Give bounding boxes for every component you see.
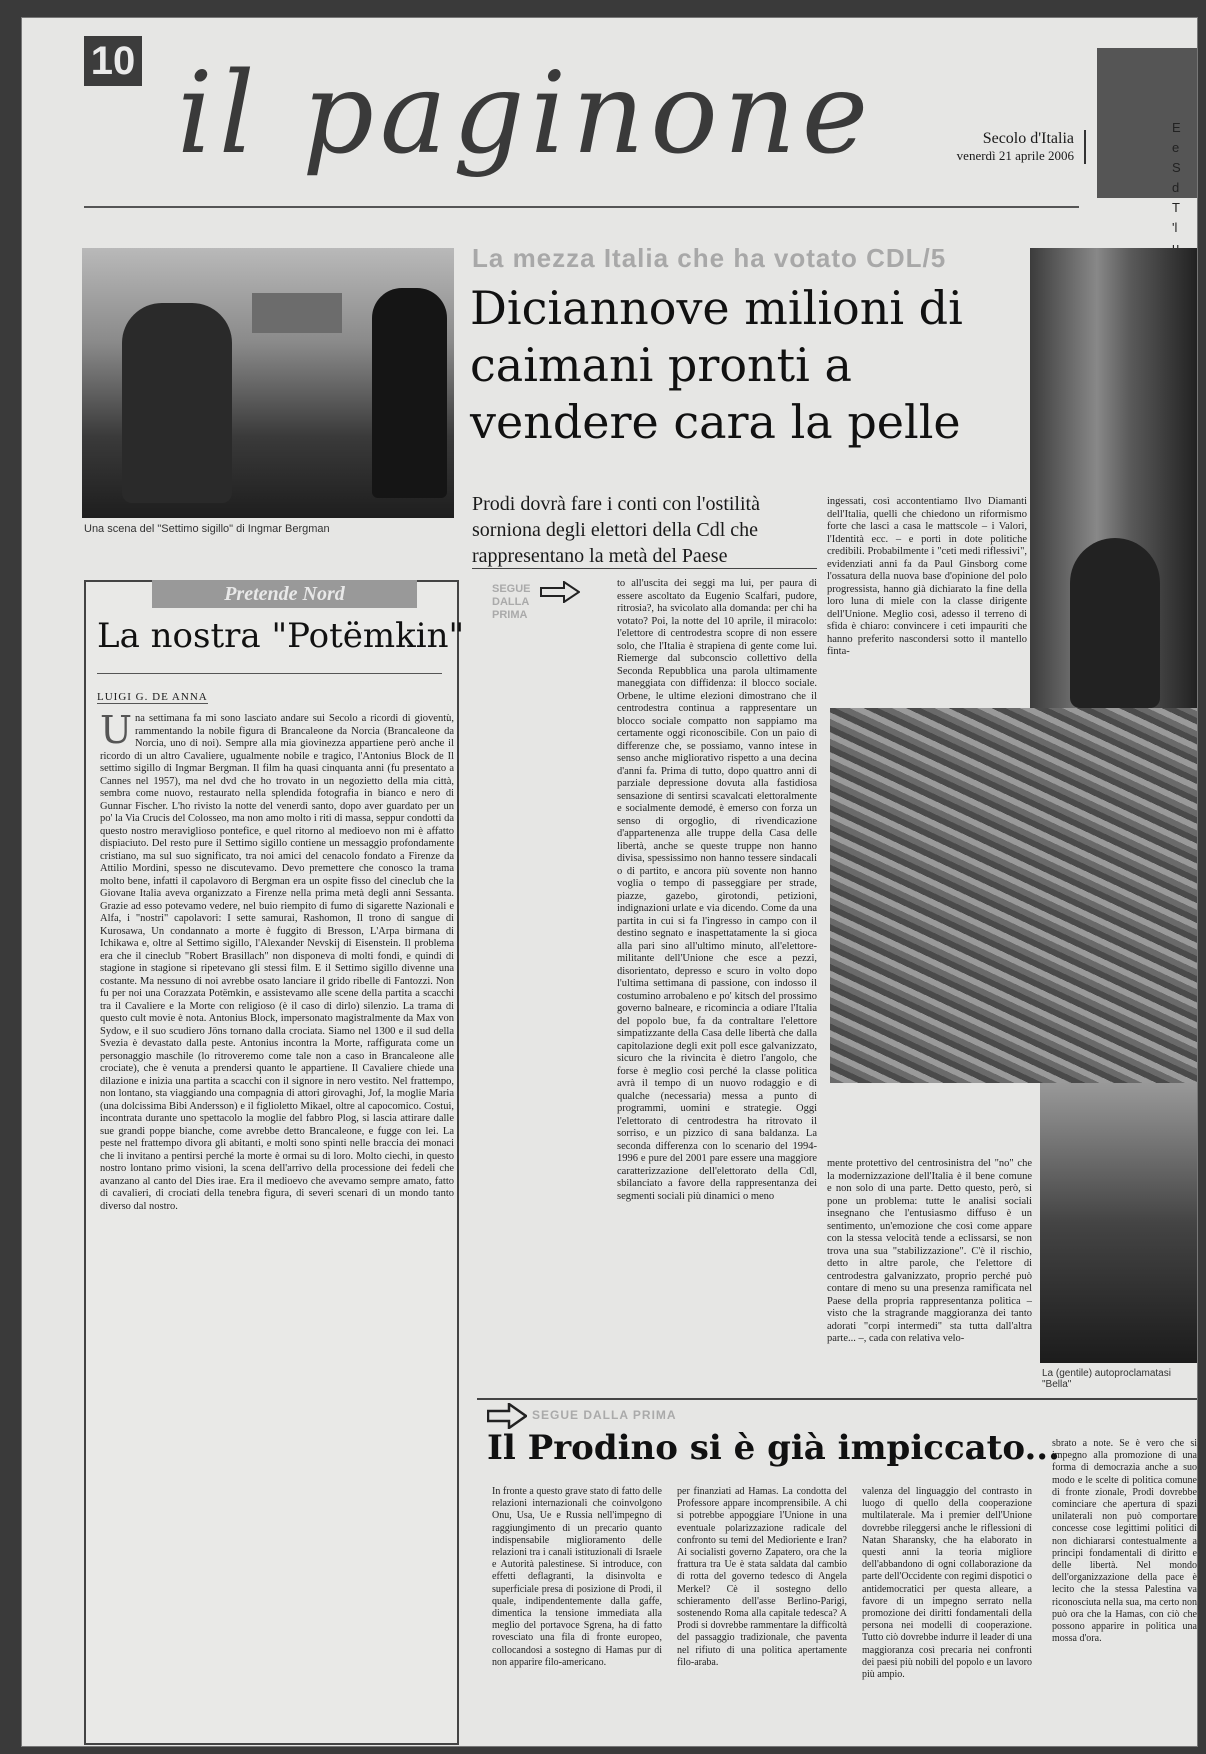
photo-figure-knight — [122, 303, 232, 503]
sidebar-title: La nostra "Potëmkin" — [97, 616, 465, 656]
lead-deck: Prodi dovrà fare i conti con l'ostilità sorniona degli elettori della Cdl che rappresentano la metà del Paese — [472, 493, 760, 567]
bottom-story-rule — [477, 1398, 1197, 1400]
lead-jump-label: SEGUE DALLA PRIMA — [492, 583, 531, 621]
publication-info — [892, 130, 1086, 164]
lead-column-2: ingessati, così accontentiamo Ilvo Diamanti dell'Italia, quelli che chiedono un riformismo forte che lasci a casa le mattscole – i Valori, l'Identità ecc. – e porti in dote politiche credibili. Probabilmente i "ceti medi riflessivi", evidenziati anni fa da Paul Ginsborg come l'ossatura della nuova base d'opinione del polo progressista, hanno già dichiarato la fine della loro luna di miele con la classe dirigente dell'Unione. Meglio così, adesso il terreno di sfida è chiaro: convincere i ceti impauriti che hanno preferito nascondersi sotto il mantello finta- — [827, 496, 1027, 657]
jump-arrow-icon — [540, 581, 580, 603]
masthead-divider — [84, 206, 1079, 208]
lead-kicker: La mezza Italia che ha votato CDL/5 — [472, 243, 947, 273]
photo-figure-death — [372, 288, 447, 498]
bottom-jump-label: SEGUE DALLA PRIMA — [532, 1408, 677, 1422]
woman-portrait-inset — [1070, 538, 1160, 708]
lead-column-1: to all'uscita dei seggi ma lui, per paura di essere ascoltato da Eugenio Scalfari, pudore, ritrosia?, ha svicolato alla domanda: per chi ha votato? Poi, la notte del 10 aprile, il miracolo: l'elettore di centrodestra scopre di non essere solo, che l'Italia è strapiena di gente come lui. Riemerge dal subconscio collettivo della Seconda Repubblica una parola ultimamente maneggiata con diffidenza: il blocco sociale. Orbene, le ultime elezioni dimostrano che il centrodestra continua a rappresentare un blocco sociale compatto non sappiamo ma certamente oggi riconoscibile. Con un paio di differenze che, se possiamo, vanno intese in senso anche migliorativo rispetto a una decina d'anni fa. Prima di tutto, dopo quattro anni di parziale depressione dovuta alla fastidiosa sensazione di sentirsi scavalcati elettoralmente e socialmente demodé, è emerso con forza un senso di orgoglio, di rivendicazione d'appartenenza alle truppe della Casa delle libertà, anche se queste truppe non hanno divisa, spessissimo non hanno tessere sindacali o di partito, e ancora più sovente non hanno voglia o tempo di passeggiare per strade, piazze, gazebo, girotondi, petizioni, indignazioni urlate e via dicendo. Come da una partita in cui si fa l'ingresso in campo con il destino segnato e inaspettatamente la si gioca alla pari sino all'ultimo minuto, all'elettore-militante dell'Unione che esce a pezzi, disorientato, depresso e scuro in volto dopo l'ultima settimana di passione, con indosso il costumino arrobaleno e po' kitsch del prossimo governo balneare, e ricomincia a odiare l'Italia del popolo bue, fa da contraltare l'elettore simpatizzante della Casa delle libertà che dalla capitolazione degli exit poll esce galvanizzato, sicuro che la rivincita è dietro l'angolo, che forse è meglio così perché la classe politica avrà il tempo di un nuovo rodaggio e di qualche (necessaria) messa a punto di programmi, uomini e strategie. Oggi l'elettorato di centrodestra ha ritrovato il sorriso, e un pizzico di sana baldanza. La seconda differenza con lo scenario del 1994-1996 e pure del 2001 pare essere una maggiore caratterizzazione dell'elettorato della Cdl, sbilanciato a favore della rappresentanza dei segmenti sociali più dinamici o meno — [617, 578, 817, 1202]
sidebar-byline: LUIGI G. DE ANNA — [97, 691, 208, 703]
deck-divider — [472, 568, 817, 569]
adjacent-page-text-fragment: E e S d T 'l — [1172, 120, 1181, 235]
publication-date: venerdì 21 aprile 2006 — [956, 148, 1074, 163]
politician-portrait-photo — [1030, 248, 1197, 708]
bottom-column-3: valenza del linguaggio del contrasto in luogo di quello della cooperazione multilaterale. Ma i premier dell'Unione dovrebbe rileggersi anche le riflessioni di Natan Sharansky, che ha elaborato in questi anni la teoria migliore dell'abbandono di ogni collaborazione da parte dell'Occidente con regimi dispotici o antidemocratici per questa alleare, a favore di un impegno serrato nella promozione dei diritti fondamentali della persona nei modelli di cooperazione. Tutto ciò dovrebbe indurre il leader di una maggioranza così precaria nei confronti dei paesi più nobili del popolo e un lavoro più ampio. — [862, 1486, 1032, 1681]
bergman-photo-caption: Una scena del "Settimo sigillo" di Ingmar Bergman — [84, 523, 330, 535]
sidebar-title-rule — [97, 673, 442, 674]
newspaper-page — [22, 18, 1197, 1746]
couple-photo-caption: La (gentile) autoproclamatasi "Bella" — [1042, 1368, 1171, 1390]
sidebar-body-text: na settimana fa mi sono lasciato andare sui Secolo a ricordi di gioventù, rammentando la nobile figura di Brancaleone da Norcia (Brancaleone da Norcia, uno di noi). Sempre alla mia giovinezza appartiene però anche il ricordo di un altro Cavaliere, ugualmente nobile e tragico, l'Antonius Block de Il settimo sigillo di Ingmar Bergman. Il film ha quasi cinquanta anni (fu presentato a Cannes nel 1957), ma nel dvd che ho trovato in un negozietto della mia città, sembra come nuovo, restaurato nella splendida fotografia in bianco e nero di Gunnar Fischer. L'ho rivisto la notte del venerdì santo, dopo aver guardato per un po' la Via Crucis del Colosseo, ma non amo molto i riti di massa, seppur condotti da questo nostro meraviglioso pontefice, e quel ritorno al medioevo non mi è affatto dispiaciuto. Del resto pure il Settimo sigillo contiene un messaggio profondamente cristiano, ma sul suo significato, tra noi amici del cenacolo fondato a Firenze da Attilio Mordini, spesso ne discutevamo. Devo premettere che conosco la trama molto bene, infatti il capolavoro di Bergman era un ospite fisso del cineclub che la Giovane Italia aveva organizzato a Firenze nella prima metà degli anni Sessanta. Grazie ad esso potevamo vedere, nel buio riempito di fumo di sigarette Nazionali e Alfa, i "nostri" capolavori: I sette samurai, Rashomon, Il trono di sangue di Kurosawa, Un condannato a morte è fuggito di Bresson, L'Arpa birmana di Ichikawa e, oltre al Settimo sigillo, l'Alexander Nevskij di Eisenstein. Il problema era che il cineclub "Robert Brasillach" non disponeva di molti fondi, e quindi di stagione in stagione si ripetevano gli stessi film. E il Settimo sigillo divenne una costante. Ma nessuno di noi avrebbe osato lanciare il grido ribelle di Fantozzi. Non fu per noi una Corazzata Potëmkin, e assistevamo alle scene della partita a scacchi tra il Cavaliere e la Morte con religioso (è il caso di dirlo) silenzio. La trama di questo cult movie è nota. Antonius Block, impersonato magistralmente da Max von Sydow, e il suo scudiero Jöns tornano dalla crociata. Siamo nel 1300 e il sud della Svezia è devastato dalla peste. Antonius incontra la Morte, raffigurata come un personaggio maschile (lo ritroveremo come tale non a caso in Brancaleone alle crociate), che è venuta a prendersi quanto le appartiene. Il Cavaliere chiede una dilazione e inizia una partita a scacchi con il signore in nero vestito. Nel frattempo, non lontano, sta viaggiando una compagnia di attori girovaghi, Jof, la moglie Maria (una dolcissima Bibi Andersson) e il figlioletto Mikael, oltre al capocomico. Costui, incontrata durante uno spettacolo la moglie del fabbro Plog, si lascia attirare dalle sue grandi poppe bianche, come avrebbe detto Brancaleone, e fugge con lei. La peste nel frattempo divora gli abitanti, e molti sono spinti nelle braccia dei monaci che li invitano a pentirsi perché la morte è ormai su di loro. Molto ciechi, in questo nostro lontano primo visioni, la scena dell'arrivo della processione dei fedeli che avanzano al canto del Dies irae. Era il medioevo che avevamo sempre amato, fatto di cavalieri, di crociati della tenebra figura, di severi scenari di un mondo tanto diverso dal nostro. — [100, 713, 454, 1212]
bottom-column-1: In fronte a questo grave stato di fatto delle relazioni internazionali che coinvolgono Onu, Usa, Ue e Russia nell'impegno di raggiungimento di un precario quanto indispensabile miglioramento delle relazioni tra i canali istituzionali di Israele e Autorità palestinese. Si introduce, con effetti deflagranti, la disinvolta e superficiale presa di posizione di Prodi, il quale, indipendentemente dalla gaffe, dimentica la tensione immediata alla meglio del portavoce Sgrena, ha di fatto rovesciato una fila di fronte europeo, collocandosi a sostegno di Hamas pur di non apparire filo-americano. — [492, 1486, 662, 1668]
bottom-headline: Il Prodino si è già impiccato... — [487, 1428, 1060, 1468]
lead-column-3: mente protettivo del centrosinistra del "no" che la modernizzazione dell'Italia è il bene comune e non solo di una parte. Detto questo, però, si pone un problema: tutte le analisi sociali insegnano che l'entusiasmo diffuso è un sentimento, un'emozione che così come appare con la stessa velocità tende a eclissarsi, se non trova una sua "stabilizzazione". C'è il rischio, detto in altre parole, che l'elettore di centrodestra galvanizzato, proprio perché può contare di meno su una presenza ramificata nel Paese della propria rappresentanza politica – visto che la stragrande maggioranza dei tanto adorati "corpi intermedi" sta tutta dall'altra parte... –, cada con relativa velo- — [827, 1158, 1032, 1344]
couple-photo — [1040, 1083, 1197, 1363]
sidebar-body — [100, 713, 454, 1738]
sidebar-dropcap: U — [100, 713, 133, 752]
bottom-column-4: sbrato a note. Se è vero che si impegno alla promozione di una forma di democrazia anche a suo modo e le scelte di politica comune di fronte zionale, Prodi dovrebbe cominciare che apertura di spazi unilaterali non può comportare concesse cose legittimi politici di non dichiararsi contestualmente a principi fondamentali di diritto e delle libertà. Nel mondo dell'organizzazione della pace è lecito che la stessa Palestina va riconosciuta nella sua, ma certo non può ora che la Hamas, con ciò che possono apparire in politica una mossa d'ora. — [1052, 1438, 1197, 1645]
lead-headline: Diciannove milioni di caimani pronti a vendere cara la pelle — [470, 281, 963, 449]
page-number: 10 — [84, 36, 142, 86]
photo-background-hut — [252, 293, 342, 333]
bottom-column-2: per finanziati ad Hamas. La condotta del Professore appare incomprensibile. A chi si potrebbe appoggiare l'Unione in una eventuale polarizzazione radicale del confronto su temi del Medioriente e Iran? Ai socialisti governo Zapatero, ora che la frattura tra Ue è stata saldata dal cambio di rotta del governo tedesco di Angela Merkel? Cè il sostegno dello schieramento dell'asse Berlino-Parigi, sostenendo Roma alla capitale tedesca? A Prodi si dovrebbe rammentare la difficoltà del passaggio tradizionale, che paventa nel rifiuto di una politica apertamente filo-araba. — [677, 1486, 847, 1668]
section-masthead: il paginone — [177, 49, 875, 179]
sidebar-kicker: Pretende Nord — [152, 580, 417, 608]
publication-name: Secolo d'Italia — [982, 130, 1074, 147]
crocodiles-photo — [830, 708, 1197, 1083]
seventh-seal-photo — [82, 248, 454, 518]
bottom-jump-arrow-icon — [487, 1403, 527, 1429]
